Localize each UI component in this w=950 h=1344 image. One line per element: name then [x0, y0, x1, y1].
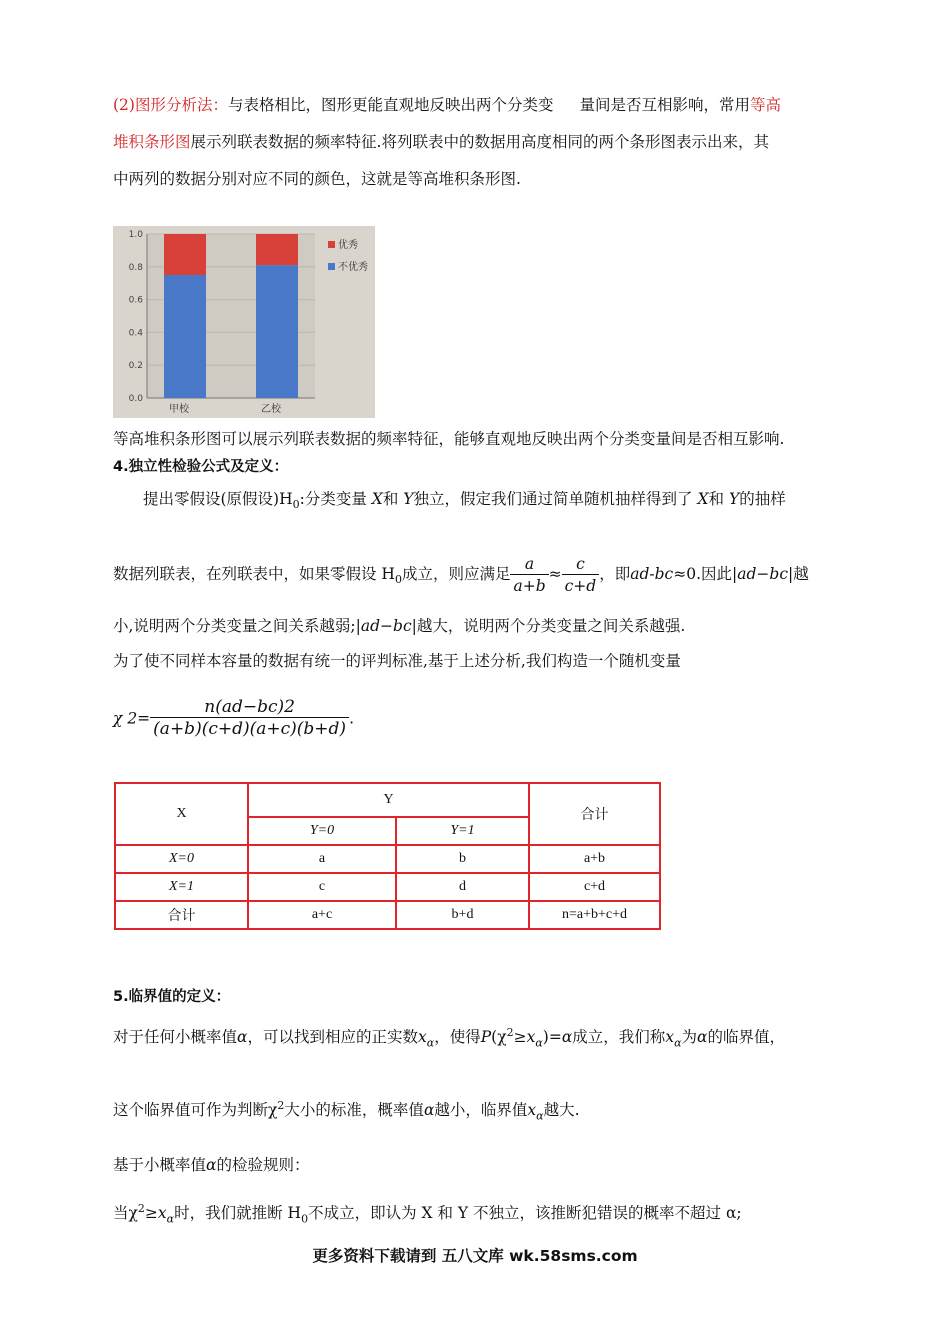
y-tick-label: 0.2	[128, 361, 143, 372]
bar-excellent	[164, 234, 206, 275]
stacked-bar-chart	[113, 226, 375, 418]
section2-line1: (2)图形分析法：与表格相比，图形更能直观地反映出两个分类变 量间是否互相影响，常用等高	[113, 96, 782, 114]
y-tick-label: 0.6	[128, 295, 143, 306]
section4-para1: 提出零假设(原假设)$H_0$:分类变量 X和 Y独立，假定我们通过简单随机抽样得到了 X和 Y的抽样	[143, 490, 786, 512]
chart-caption: 等高堆积条形图可以展示列联表数据的频率特征，能够直观地反映出两个分类变量间是否相互影响.	[113, 430, 785, 448]
legend-swatch	[328, 263, 335, 270]
section5-line3: 基于小概率值α的检验规则：	[113, 1156, 310, 1174]
legend-swatch	[328, 241, 335, 248]
bar-not-excellent	[164, 275, 206, 398]
table-header-y0: Y=0	[248, 817, 396, 845]
fraction-a-over-a-plus-b: $\frac{a}{a+b}$	[510, 554, 548, 597]
section5-heading: 5.临界值的定义：	[113, 989, 231, 1005]
y-tick-label: 0.0	[128, 394, 143, 404]
y-tick-label: 0.8	[128, 262, 143, 273]
section5-line2: 这个临界值可作为判断$\chi^2$大小的标准，概率值α越小，临界值$x_\alpha$越大.	[113, 1099, 580, 1123]
section2-label: (2)图形分析法：	[113, 96, 228, 114]
section4-heading: 4.独立性检验公式及定义：	[113, 459, 289, 475]
section2-line3: 中两列的数据分别对应不同的颜色，这就是等高堆积条形图.	[113, 170, 521, 188]
table-header-y1: Y=1	[396, 817, 529, 845]
x-tick-label: 乙校	[261, 404, 281, 415]
chi-square-formula: χ 2= $\frac{n(ad-bc)2}{(a+b)(c+d)(a+c)(b+d)}$ .	[113, 697, 354, 739]
table-header-total: 合计	[529, 783, 660, 845]
fraction-c-over-c-plus-d: $\frac{c}{c+d}$	[562, 554, 600, 597]
x-tick-label: 甲校	[169, 404, 189, 415]
section5-line1: 对于任何小概率值α，可以找到相应的正实数$x_\alpha$，使得$P(\chi^2\ge x_\alpha)=\alpha$成立，我们称$x_\alpha$为α的临界值，	[113, 1026, 785, 1050]
table-row: 合计 a+c b+d n=a+b+c+d	[115, 901, 660, 929]
table-row: X=0 a b a+b	[115, 845, 660, 873]
bar-not-excellent	[256, 265, 298, 398]
section2-line2: 堆积条形图展示列联表数据的频率特征.将列联表中的数据用高度相同的两个条形图表示出来，其	[113, 133, 769, 151]
bar-excellent	[256, 234, 298, 265]
y-tick-label: 0.4	[128, 328, 143, 339]
section4-para3: 小,说明两个分类变量之间关系越弱;|ad−bc|越大，说明两个分类变量之间关系越强.	[113, 617, 686, 635]
footer-link[interactable]: 更多资料下载请到 五八文库 wk.58sms.com	[312, 1247, 638, 1265]
legend-label: 不优秀	[338, 262, 368, 273]
section5-line4: 当$\chi^2\ge x_\alpha$时，我们就推断 $H_0$不成立，即认为 X 和 Y 不独立，该推断犯错误的概率不超过 α;	[113, 1202, 742, 1226]
stacked-bar-chart-photo	[113, 226, 375, 418]
section4-para4: 为了使不同样本容量的数据有统一的评判标准,基于上述分析,我们构造一个随机变量	[113, 652, 681, 670]
y-tick-label: 1.0	[128, 230, 143, 240]
table-header-x: X	[115, 783, 248, 845]
section4-para2: 数据列联表，在列联表中，如果零假设 $H_0$成立，则应满足 $\frac{a}{a+b}$ ≈ $\frac{c}{c+d}$ ，即ad-bc≈0.因此|ad−bc|越	[113, 554, 809, 595]
table-header-y: Y	[248, 783, 529, 817]
legend-label: 优秀	[338, 240, 358, 251]
contingency-table	[114, 782, 661, 930]
table-row: X=1 c d c+d	[115, 873, 660, 901]
